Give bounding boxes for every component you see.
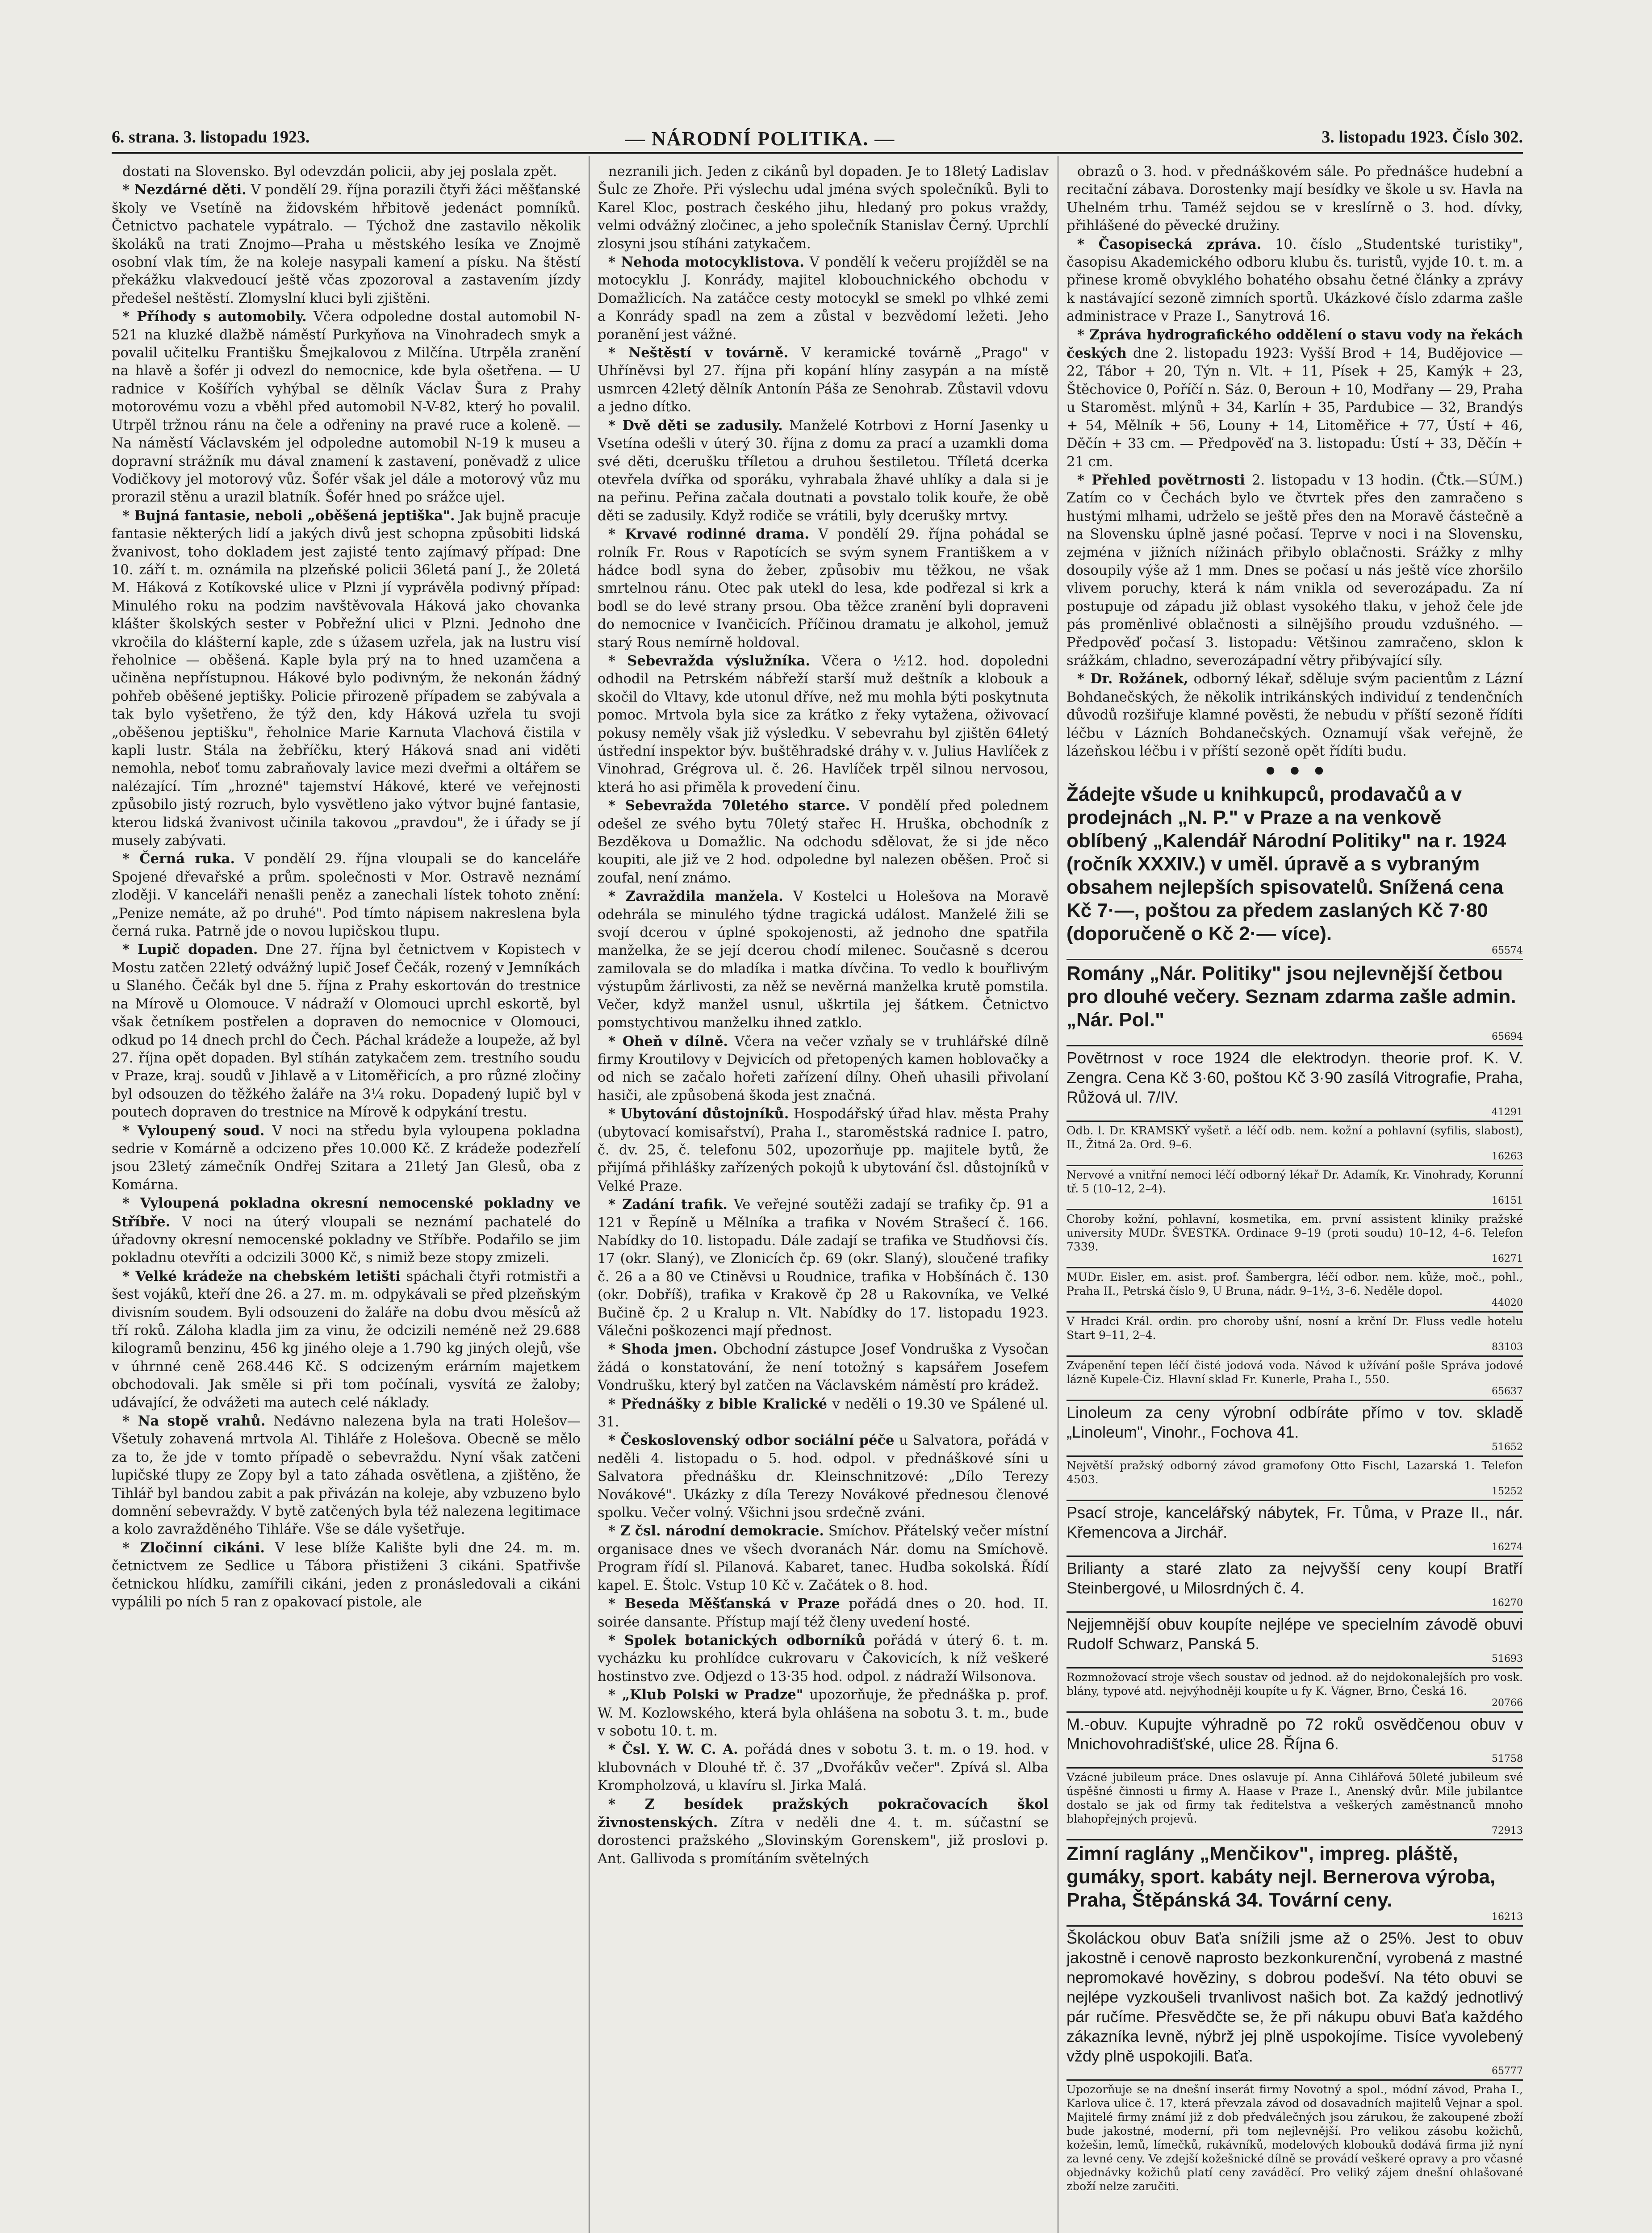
article-headline: * Zločinní cikáni. <box>122 1539 265 1556</box>
article-headline: * Dr. Rožánek, <box>1077 671 1188 687</box>
classified-ad: Školáckou obuv Baťa snížili jsme až o 25%. Jest to obuv jakostně i cenově naprosto bezkonkurenční, vyrobená z mastné nepromokavé hověziny, s dobrou podešví. Na této obuvi se nejlépe vyzkoušeli trvanlivost našich bot. Za každý jednotlivý pár ručíme. Přesvědčte se, že při nákupu obuvi Baťa každého zákazníka levně, nýbrž jej plně uspokojíme. Tisíce vyvolebený vždy plně uspokojili. Baťa. <box>1066 1925 1523 2066</box>
news-article <box>112 163 581 181</box>
ad-number: 51693 <box>1492 1653 1523 1665</box>
ad-number: 44020 <box>1492 1297 1523 1309</box>
article-text: V pondělí 29. října vloupali se do kanceláře Spojené dřevařské a prům. společnosti v Mor. Ostravě neznámí zloději. V kanceláři nenašli peněz a zanechali lístek tohoto znění: „Penize nemáte, až po druhé". Pod tímto nápisem nakreslena byla černá ruka. Patrně jde o novou lupičskou tlupu. <box>112 851 581 940</box>
article-text: dne 2. listopadu 1923: Vyšší Brod + 14, Budějovice — 22, Tábor + 20, Týn n. Vlt. + 11, Písek + 25, Kamýk + 23, Štěchovice 0, Poříčí n. Sáz. 0, Beroun + 10, Modřany — 29, Praha u Staroměst. mlýnů + 34, Karlín + 35, Pardubice — 32, Brandýs + 54, Mělník + 56, Louny + 14, Litoměřice + 77, Ústí + 46, Děčín + 33 cm. — Předpověď na 3. listopadu: Ústí + 33, Děčín + 21 cm. <box>1066 346 1523 470</box>
classified-ad: Brilianty a staré zlato za nejvyšší ceny koupí Bratří Steinbergové, u Milosrdných č. 4. <box>1066 1556 1523 1598</box>
header-issue: 3. listopadu 1923. Číslo 302. <box>1322 128 1523 146</box>
article-text: V pondělí 29. října pohádal se rolník Fr. Rous v Rapotících se svým synem Františkem a v hádce bodl syna do žeber, způsobiv mu těžkou, ne však smrtelnou ránu. Otec pak utekl do lesa, kde podřezal si krk a bodl se do levé strany prsou. Oba těžce zranění byli dopraveni do nemocnice v Ivančicích. Příčinou dramatu je alkohol, jemuž starý Rous nemírně holdoval. <box>598 527 1049 651</box>
news-article <box>598 1105 1049 1196</box>
news-article <box>112 181 581 308</box>
ad-number: 16151 <box>1492 1195 1523 1207</box>
column-3 <box>1066 163 1523 2233</box>
article-text: Jak bujně pracuje fantasie některých lidí a jakých divů jest schopna způsobiti lidská žvanivost, toho dokladem jest zajisté tento zajímavý případ: Dne 10. září t. m. oznámila na plzeňské policii 36letá paní J., že 20letá M. Háková z Kotíkovské ulice v Plzni jí vyprávěla podivný případ: Minulého roku na podzim navštěvovala Háková jako chovanka klášter školských sester v Pobřežní ulici v Plzni. Jednoho dne vkročila do klášterní kaple, zde s úžasem uzřela, jak na lustru visí řeholnice — oběšená. Kaple byla prý na to hned uzamčena a učiněna nepřístupnou. Hákové bylo podivným, že nekonán žádný pohřeb oběšené jeptišky. Policie přirozeně případem se zabývala a tak bylo vyšetřeno, že týž den, kdy Háková uzřela tu svoji „oběšenou jeptišku", řeholnice Marie Karnuta Vlachová čistila v kapli lustr. Stála na žebříčku, který Háková snad ani viděti nemohla, neboť tomu zabraňovaly lavice mezi dveřmi a oltářem se nalézající. Tím „hrozné" tajemství Hákové, které ve veřejnosti způsobilo jistý rozruch, bylo vysvětleno jako výtvor bujné fantasie, kterou lidská žvanivost učinila takovou „pravdou", že i úřady se jí musely zabývati. <box>112 508 581 849</box>
news-article <box>598 1395 1049 1432</box>
news-article <box>112 507 581 850</box>
article-text: V Kostelci u Holešova na Moravě odehrála se minulého týdne tragická událost. Manželé žili se svojí dcerou v úplné spokojenosti, až jednoho dne spatřila manželka, že se její dcerou chodí milenec. Současně s dcerou zamilovala se do mladíka i matka dívčina. To vedlo k bouřlivým výstupům žárlivosti, za něž se nevěrná manželka krutě pomstila. Večer, když manžel usnul, uškrtila jej šátkem. Četnictvo pomstychtivou manželku ihned zatklo. <box>598 889 1049 1031</box>
news-article <box>112 308 581 506</box>
article-text: Obchodní zástupce Josef Vondruška z Vysočan žádá o konstatování, že není totožný s kapsářem Josefem Vondrušku, který byl zatčen na Václavském náměstí pro krádež. <box>598 1342 1049 1394</box>
article-text: pořádá v úterý 6. t. m. vycházku ku prohlídce cukrovaru v Čakovicích, k níž veškeré hostinstvo zve. Odjezd o 13·35 hod. odpol. z nádraží Wilsonova. <box>598 1632 1049 1685</box>
header-page-date: 6. strana. 3. listopadu 1923. <box>112 128 310 146</box>
news-article <box>598 163 1049 253</box>
article-headline: * Nezdárné děti. <box>122 182 247 198</box>
article-headline: * Neštěstí v továrně. <box>608 345 789 361</box>
column-divider <box>589 156 590 2233</box>
article-headline: * Dvě děti se zadusily. <box>608 417 783 434</box>
article-text: V noci na úterý vloupali se neznámí pachatelé do úřadovny okresní nemocenské pokladny ve Stříbře. Podařilo se jim pokladnu otevříti a odcizili 3000 Kč, s nimiž beze stopy zmizeli. <box>112 1214 581 1266</box>
article-headline: * Československý odbor sociální péče <box>608 1432 895 1449</box>
article-text: 2. listopadu v 13 hodin. (Čtk.—SÚM.) Zatím co v Čechách bylo ve čtvrtek přes den zamračeno s hustými mlhami, udrželo se ještě přes den na Moravě částečně a na Slovensku úplně jasné počasí. Teprve v noci i na Slovensku, zejména v jižních nížinách přibylo oblačnosti. Srážky z mlhy dosoupily výše až 1 mm. Dnes se počasí u nás ještě více zhoršilo vlivem poruchy, která k nám vnikla od severozápadu. Za ní postupuje od západu již oblast vysokého tlaku, v jehož čele jde pás proměnlivé oblačnosti a silnějšího proudu vzdušného. — Předpověď počasí 3. listopadu: Většinou zamračeno, sklon k srážkám, chladno, severozápadní větry přibývající síly. <box>1066 472 1523 669</box>
article-headline: * Bujná fantasie, neboli „oběšená jeptiška". <box>122 507 455 524</box>
ad-number: 51652 <box>1492 1442 1523 1453</box>
news-article <box>598 797 1049 887</box>
news-article <box>112 1539 581 1612</box>
classified-ad: MUDr. Eisler, em. asist. prof. Šambergra, léčí odbor. nem. kůže, moč., pohl., Praha II., Petrská číslo 9, U Bruna, nádr. 9–1½, 3–6. Neděle dopol. <box>1066 1267 1523 1298</box>
classified-ad: Odb. l. Dr. KRAMSKÝ vyšetř. a léčí odb. nem. kožní a pohlavní (syfilis, slabost), II., Žitná 2a. Ord. 9–6. <box>1066 1121 1523 1151</box>
classified-ad: Zimní raglány „Menčikov", impreg. pláště, gumáky, sport. kabáty nejl. Bernerova výroba, Praha, Štěpánská 34. Tovární ceny. <box>1066 1839 1523 1912</box>
classified-ad: Vzácné jubileum práce. Dnes oslavuje pí. Anna Cihlářová 50leté jubileum své úspěšné činnosti u firmy A. Haase v Praze I., Anenský dvůr. Mile jubilantce dostalo se jak od firmy tak ředitelstva a veškerých zaměstnanců mnoho blahopřejných projevů. <box>1066 1767 1523 1826</box>
classified-ad: Choroby kožní, pohlavní, kosmetika, em. první assistent kliniky pražské university MUDr. ŠVESTKA. Ordinace 9–19 (proti soudu) 10–12, 4–6. Telefon 7339. <box>1066 1209 1523 1254</box>
news-article <box>598 1740 1049 1795</box>
article-text: V pondělí 29. října porazili čtyři žáci měšťanské školy ve Vsetíně na židovském hřbitově jedenáct pomníků. Četnictvo pachatele vypátralo. — Týchož dne zastavilo několik školáků na trati Znojmo—Praha u městského lesíka ve Znojmě osobní vlak tím, že na koleje nasypali kamení a písku. Na štěstí překážku vlakvedoucí ještě včas zpozoroval a zastavením jízdy předešel neštěstí. Zlomyslní kluci byli zjištěni. <box>112 182 581 306</box>
ad-number: 15252 <box>1492 1486 1523 1497</box>
article-text: obrazů o 3. hod. v přednáškovém sále. Po přednášce hudební a recitační zábava. Dorostenky mají besídky ve škole u sv. Havla na Uhelném trhu. Taméž sejdou se v kreslírně o 3. hod. dívky, přihlášené do pěvecké družiny. <box>1066 164 1523 234</box>
article-headline: * Oheň v dílně. <box>608 1033 728 1050</box>
classified-ad: Největší pražský odborný závod gramofony Otto Fischl, Lazarská 1. Telefon 4503. <box>1066 1455 1523 1486</box>
ad-number: 72913 <box>1492 1825 1523 1837</box>
ad-number: 65694 <box>1492 1031 1523 1043</box>
news-article <box>598 1431 1049 1522</box>
classified-ad: Psací stroje, kancelářský nábytek, Fr. Tůma, v Praze II., nár. Křemencova a Jirchář. <box>1066 1500 1523 1542</box>
classified-ad: Rozmnožovací stroje všech soustav od jednod. až do nejdokonalejších pro vosk. blány, typové atd. nejvýhodněji koupíte u fy K. Vágner, Brno, Česká 16. <box>1066 1667 1523 1698</box>
news-article <box>598 253 1049 344</box>
news-article <box>598 1033 1049 1105</box>
article-text: odborný lékař, sděluje svým pacientům z Lázní Bohdanečských, že několik intrikánských individuí z tendenčních důvodů rozšiřuje klamné pověsti, že nebudu v příští sezoně řídíti léčbu v Lázních Bohdanečských. Oznamují však veřejně, že lázeňskou léčbu i v příští sezoně opět řídíti budu. <box>1066 671 1523 759</box>
news-article <box>1066 235 1523 326</box>
article-headline: * Zavraždila manžela. <box>608 888 783 905</box>
article-text: Manželé Kotrbovi z Horní Jasenky u Vsetína odešli v úterý 30. října z domu za prací a uzamkli doma své děti, dcerušku tříletou a druhou šestiletou. Tříletá dcerka otevřela dvířka od sporáku, vyhrabala žhavé uhlíky a dala si je na peřinu. Peřina začala doutnati a povstalo tolik kouře, že obě děti se zadusily. Když rodiče se vrátili, byly dcerušky mrtvy. <box>598 418 1049 524</box>
classified-ad: M.-obuv. Kupujte výhradně po 72 roků osvědčenou obuv v Mnichovohradišťské, ulice 28. Října 6. <box>1066 1711 1523 1754</box>
article-headline: * Zpráva hydrografického oddělení o stavu vody na řekách českých <box>1066 326 1523 362</box>
ad-number: 83103 <box>1492 1342 1523 1353</box>
article-headline: * Shoda jmen. <box>608 1341 717 1358</box>
article-text: 10. číslo „Studentské turistiky", časopisu Akademického odboru klubu čs. turistů, vyjde 10. t. m. a přinese kromě obvyklého bohatého obsahu četné články a zprávy k nastávající sezoně zimních sportů. Ukázkové číslo zdarma zašle administrace v Praze I., Sanytrová 16. <box>1066 236 1523 325</box>
article-headline: * Velké krádeže na chebském letišti <box>122 1268 401 1284</box>
classified-ads <box>1066 959 1523 2193</box>
article-text: dostati na Slovensko. Byl odevzdán policii, aby jej poslala zpět. <box>122 164 557 180</box>
classified-ad: Linoleum za ceny výrobní odbíráte přímo v tov. skladě „Linoleum", Vinohr., Fochova 41. <box>1066 1400 1523 1442</box>
news-article <box>112 1267 581 1412</box>
article-headline: * Sebevražda 70letého starce. <box>608 798 850 814</box>
article-headline: * „Klub Polski w Pradze" <box>608 1687 803 1703</box>
column-3-news <box>1066 163 1523 761</box>
ad-number: 51758 <box>1492 1753 1523 1765</box>
ad-number: 65574 <box>1492 945 1523 957</box>
article-headline: * Příhody s automobily. <box>122 309 307 325</box>
article-text: V lese blíže Kalište byli dne 24. m. m. četnictvem ze Sedlice u Tábora přistiženi 3 cikáni. Spatřivše četnickou hlídku, zamířili cikáni, jeden z pronásledovali a cikáni vypálili po ních 5 ran z opakovací pistole, ale <box>112 1540 581 1610</box>
article-headline: * Zadání trafik. <box>608 1196 728 1213</box>
news-article <box>598 344 1049 417</box>
article-headline: * Vyloupená pokladna okresní nemocenské pokladny ve Stříbře. <box>112 1195 581 1230</box>
article-text: upozorňuje, že přednáška p. prof. W. M. Kozlowského, která byla ohlášena na sobotu 3. t. m., bude v sobotu 10. t. m. <box>598 1687 1049 1739</box>
ad-number: 16270 <box>1492 1597 1523 1609</box>
classified-ad: Zvápenění tepen léčí čisté jodová voda. Návod k užívání pošle Správa jodové lázně Kupele-Čiz. Hlavní sklad Fr. Kunerle, Praha I., 550. <box>1066 1355 1523 1386</box>
separator-bullets: • • • <box>1262 756 1327 788</box>
article-text: pořádá dnes v sobotu 3. t. m. o 19. hod. v klubovnách v Dlouhé tř. č. 37 „Dvořákův večer". Zpívá sl. Alba Krompholzová, u klavíru sl. Jirka Malá. <box>598 1742 1049 1794</box>
news-article <box>1066 471 1523 670</box>
ad-number: 65777 <box>1492 2066 1523 2077</box>
article-text: V pondělí před polednem odešel ze svého bytu 70letý stařec H. Hruška, obchodník z Bezděkova u Domažlic. Na odchodu sdělovat, že si jde něco koupiti, ale již ve 2 hod. odpoledne byl nalezen oběšen. Proč si zoufal, není známo. <box>598 798 1049 886</box>
column-1 <box>112 163 581 2233</box>
header-rule <box>112 152 1523 154</box>
article-text: u Salvatora, pořádá v neděli 4. listopadu o 5. hod. odpol. v přednáškové síni u Salvatora přednášku dr. Kleinschnitzové: „Dílo Terezy Novákové". Ukázky z díla Terezy Novákové přednesou členové spolku. Večer volný. Všichni jsou srdečně zváni. <box>598 1433 1049 1521</box>
news-article <box>112 1122 581 1195</box>
article-headline: * Časopisecká zpráva. <box>1077 236 1262 252</box>
news-article <box>1066 670 1523 761</box>
ad-number: 41291 <box>1492 1107 1523 1118</box>
ad-number: 16213 <box>1492 1911 1523 1923</box>
article-text: Dne 27. října byl četnictvem v Kopistech v Mostu zatčen 22letý odvážný lupič Josef Čečák, rozený v Jemníkách u Slaného. Čečák byl dne 5. října z Prahy eskortován do trestnice na Mírově u Olomouce. V nádraží v Olomouci uprchl eskortě, byl však četníkem postřelen a dopraven do nemocnice v Olomouci, odkud po 14 dnech prchl do Čech. Páchal krádeže a loupeže, až byl 27. října opět dopaden. Byl stíhán zatykačem zem. trestního soudu v Praze, kraj. soudů v Jihlavě a v Litoměřicích, a pro různé zločiny byl odsouzen do těžkého žaláře na 3¼ roku. Dopadený lupič byl v poutech dopraven do trestnice na Mírově k odpykání trestu. <box>112 942 581 1121</box>
classified-ad: Nervové a vnitřní nemoci léčí odborný lékař Dr. Adamík, Kr. Vinohrady, Korunní tř. 5 (10–12, 2–4). <box>1066 1165 1523 1196</box>
article-text: Zítra v neděli dne 4. t. m. súčastní se dorostenci pražského „Slovinským Gorenskem", již proslovi p. Ant. Gallivoda s promítáním světelných <box>598 1815 1049 1867</box>
article-headline: * Ubytování důstojníků. <box>608 1106 789 1122</box>
classified-ad: V Hradci Král. ordin. pro choroby ušní, nosní a krční Dr. Fluss vedle hotelu Start 9–11, 2–4. <box>1066 1311 1523 1342</box>
news-article <box>112 850 581 941</box>
news-article <box>598 1631 1049 1686</box>
news-article <box>598 1795 1049 1869</box>
article-text: Včera odpoledne dostal automobil N-521 na kluzké dlažbě náměstí Purkyňova na Vinohradech smyk a povalil učitelku Františku Šmejkalovou z Milčína. Utrpěla zranění na hlavě a šofér ji odvezl do nemocnice, kde byla ošetřena. — U radnice v Košířích vyhýbal se dělník Václav Šura z Prahy motorovému vozu a vběhl před automobil N-V-82, který ho povalil. Utrpěl tržnou ránu na čele a odřeniny na pravé ruce a koleně. — Na náměstí Václavském jel odpoledne automobil N-19 k museu a dopravní strážník mu dával znamení k zastavení, poněvadž z ulice Vodičkovy jel motorový vůz. Šofér však jel dále a motorový vůz mu prorazil stěnu a urazil blatník. Šofér hned po srážce ujel. <box>112 309 581 506</box>
news-article <box>598 1686 1049 1740</box>
classified-ad: Povětrnost v roce 1924 dle elektrodyn. theorie prof. K. V. Zengra. Cena Kč 3·60, poštou Kč 3·90 zasílá Vitrografie, Praha, Růžová ul. 7/IV. <box>1066 1045 1523 1107</box>
ad-number: 20766 <box>1492 1698 1523 1709</box>
ad-number: 65637 <box>1492 1386 1523 1397</box>
ad-number: 16263 <box>1492 1151 1523 1162</box>
article-text: Nedávno nalezena byla na trati Holešov—Všetuly zohavená mrtvola Al. Tihláře z Holešova. Obecně se mělo za to, že jde v tomto případě o sebevraždu. Nyní však zatčeni lupičské tlupy ze Zopy byl a tato záhada osvětlena, a zjištěno, že Tihlář byl bandou zabit a pak přivázán na koleje, aby vzbuzeno bylo domnění sebevraždy. V bytě zatčených byla též nalezena legitimace a kolo zavražděného Tihláře. Vše se dále vyšetřuje. <box>112 1413 581 1538</box>
news-article <box>598 652 1049 797</box>
classified-ad: Nejjemnější obuv koupíte nejlépe ve specielním závodě obuvi Rudolf Schwarz, Panská 5. <box>1066 1611 1523 1654</box>
article-text: v neděli o 19.30 ve Spálené ul. 31. <box>598 1396 1049 1430</box>
news-article <box>598 1522 1049 1595</box>
ad-number: 16271 <box>1492 1253 1523 1265</box>
article-headline: * Černá ruka. <box>122 851 235 867</box>
news-article <box>112 941 581 1121</box>
article-text: pořádá dnes o 20. hod. II. soirée dansante. Přístup mají též členy uvedení hosté. <box>598 1596 1049 1630</box>
article-headline: * Z čsl. národní demokracie. <box>608 1523 824 1539</box>
news-article <box>598 887 1049 1032</box>
article-text: V noci na středu byla vyloupena pokladna sedrie v Komárně a odcizeno přes 10.000 Kč. Z krádeže podezřelí jsou 23letý zámečník Ondřej Szitara a 21letý Jan Glesů, oba z Komárna. <box>112 1123 581 1193</box>
news-article <box>598 525 1049 652</box>
article-text: V pondělí k večeru projížděl se na motocyklu J. Konrády, majitel klobouchnického obchodu v Domažlicích. Na zatáčce cesty motocykl se smekl po vlhké zemi a Konrády spadl na zem a zůstal v bezvědomí ležeti. Jeho poranění jest vážné. <box>598 255 1049 343</box>
article-headline: * Vyloupený soud. <box>122 1122 265 1139</box>
classified-ad: Upozorňuje se na dnešní inserát firmy Novotný a spol., módní závod, Praha I., Karlova ulice č. 17, která převzala závod od dosavadních majitelů Vejnar a spol. Majitelé firmy známí již z dob předválečných jsou zárukou, že zakoupené zboží bude jakostné, moderní, při tom nejlevnější. Pro velikou zásobu kožichů, kožešin, lemů, límečků, rukávníků, modelových klobouků dodává firma již nyní za levné ceny. Ve zdejší kožešnické dílně se provádí veškeré opravy a pro včasné objednávky kožichů platí ceny zaváděcí. Pro veliký zájem dnešní ohlašované zboží nelze zaručiti. <box>1066 2079 1523 2193</box>
article-headline: * Na stopě vrahů. <box>122 1413 266 1430</box>
news-article <box>598 1196 1049 1340</box>
article-text: Hospodářský úřad hlav. města Prahy (ubytovací komisařství), Praha I., staroměstská radnice I. patro, č. dv. 25, č. telefonu 502, upozorňuje pp. majitele bytů, že přijímá přihlášky zařízených pokojů k ubytování čsl. důstojníků v Velké Praze. <box>598 1106 1049 1194</box>
news-article <box>112 1412 581 1539</box>
header-masthead: — NÁRODNÍ POLITIKA. — <box>625 128 895 150</box>
article-text: Včera na večer vzňaly se v truhlářské dílně firmy Kroutilovy v Dejvicích od přetopených kamen hoblovačky a od nich se začalo hořeti zařízení dílny. Oheň uhasili přivolaní hasiči, ale způsobená škoda jest značná. <box>598 1033 1049 1104</box>
article-headline: * Přehled povětrnosti <box>1077 472 1245 488</box>
article-headline: * Sebevražda výslužníka. <box>608 652 811 669</box>
news-article <box>598 1340 1049 1395</box>
news-article <box>598 1595 1049 1631</box>
article-text: Ve veřejné soutěži zadají se trafiky čp. 91 a 121 v Řepíně u Mělníka a trafika v Novém Strašecí č. 166. Nabídky do 10. listopadu. Dále zadají se trafika ve Studňovsi čís. 17 (okr. Slaný), ve Zlonicích čp. 69 (okr. Slaný), sloučené trafiky č. 26 a a 80 ve Ctiněvsi u Roudnice, trafika v Hobšínách č. 130 (okr. Dobříš), trafika v Krakově čp 28 u Rakovníka, ve Velké Bučině čp. 2 u Kralup n. Vlt. Nabídky do 17. listopadu 1923. Válečni poškozenci mají přednost. <box>598 1197 1049 1339</box>
column-2 <box>598 163 1049 2233</box>
article-headline: * Nehoda motocyklistova. <box>608 254 805 271</box>
article-headline: * Krvavé rodinné drama. <box>608 526 809 543</box>
article-text: spáchali čtyři rotmistři a šest vojáků, kteří dne 26. a 27. m. m. odpykávali se před plzeňským divisním soudem. Byli odsouzeni do žaláře na dobu dvou měsíců až tří roků. Záloha kladla jim za vinu, že odcizili neméně než 29.688 kilogramů benzinu, 456 kg jiného oleje a 1.790 kg jiných olejů, vše v úhrnné ceně 268.446 Kč. S odcizeným erárním majetkem obchodovali. Jak směle si při tom počínali, vysvítá ze žaloby; udávající, že odvážeti ma autech celé náklady. <box>112 1268 581 1411</box>
news-article <box>1066 163 1523 235</box>
article-headline: * Přednášky z bible Kralické <box>608 1396 828 1412</box>
page-header <box>112 127 1523 159</box>
article-text: Smíchov. Přátelský večer místní organisace dnes ve všech dvoranách Nár. domu na Smíchově. Program řídí sl. Pilanová. Kabaret, tanec. Hudba sokolská. Řídí kapel. E. Štolc. Vstup 10 Kč v. Začátek o 8. hod. <box>598 1523 1049 1593</box>
article-headline: * Spolek botanických odborníků <box>608 1632 866 1648</box>
news-article <box>598 417 1049 525</box>
news-article <box>1066 326 1523 471</box>
article-headline: * Lupič dopaden. <box>122 941 258 958</box>
calendar-advertisement: Žádejte všude u knihkupců, prodavačů a v prodejnách „N. P." v Praze a na venkově oblíbený „Kalendář Národní Politiky" na r. 1924 (ročník XXXIV.) v uměl. úpravě a s vybraným obsahem nejlepších spisovatelů. Snížená cena Kč 7·—, poštou za předem zaslaných Kč 7·80 (doporučeně o Kč 2·— více). <box>1066 783 1506 945</box>
classified-ad: Romány „Nár. Politiky" jsou nejlevnější četbou pro dlouhé večery. Seznam zdarma zašle admin. „Nár. Pol." <box>1066 959 1523 1032</box>
ad-number: 16274 <box>1492 1542 1523 1553</box>
news-article <box>112 1194 581 1267</box>
article-headline: * Čsl. Y. W. C. A. <box>608 1741 738 1758</box>
article-text: V keramické továrně „Prago" v Uhříněvsi byl 27. října při kopání hlíny zasypán a na místě usmrcen 42letý dělník Antonín Páša ze Senohrab. Zůstavil vdovu a jedno dítko. <box>598 345 1049 415</box>
article-headline: * Z besídek pražských pokračovacích škol živnostenských. <box>598 1796 1049 1831</box>
article-headline: * Beseda Měšťanská v Praze <box>608 1596 840 1612</box>
article-text: Včera o ½12. hod. dopoledni odhodil na Petrském nábřeží starší muž deštník a klobouk a skočil do Vltavy, kde utonul dříve, než mu mohla býti poskytnuta pomoc. Mrtvola byla sice za krátko z řeky vytažena, oživovací pokusy neměly však již výsledku. V sebevrahu byl zjištěn 64letý ústřední inspektor býv. buštěhradské dráhy v. v. Julius Havlíček z Vinohrad, Grégrova ul. č. 26. Havlíček trpěl silnou nervosou, která ho asi přiměla k provedení činu. <box>598 653 1049 795</box>
article-text: nezranili jich. Jeden z cikánů byl dopaden. Je to 18letý Ladislav Šulc ze Zhoře. Při výslechu udal jména svých společníků. Byli to Karel Kloc, postrach českého jihu, hledaný pro pokus vraždy, velmi odvážný zločinec, a jeho společník Stanislav Černý. Uprchlí zlosyni jsou stíháni zatykačem. <box>598 164 1049 252</box>
